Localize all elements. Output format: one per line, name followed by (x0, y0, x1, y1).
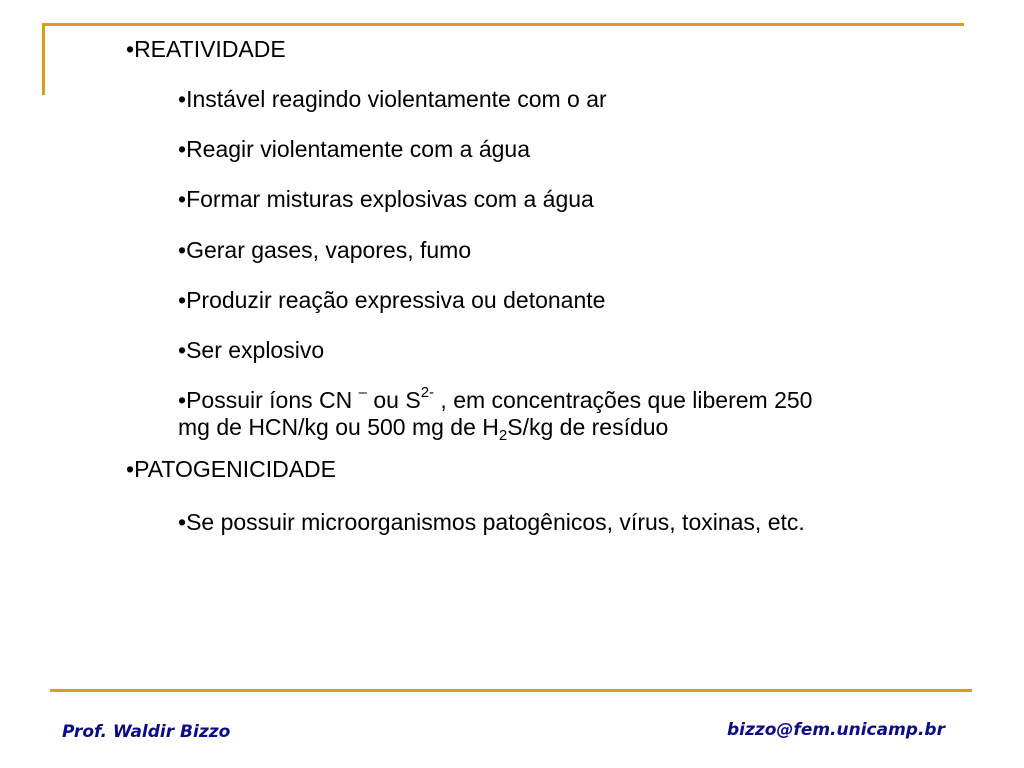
bullet-item: •Se possuir microorganismos patogênicos, vírus, toxinas, etc. (178, 509, 805, 536)
subscript-h2: 2 (498, 427, 508, 444)
bullet-item: •Gerar gases, vapores, fumo (178, 236, 472, 263)
bullet-item: •Formar misturas explosivas com a água (178, 186, 594, 213)
bullet-item-ions: •Possuir íons CN – ou $S^{2-}$ , em concentrações que liberem 250 mg de HCN/kg ou 500 mg de $H_2S/kg$ de resíduo (178, 383, 813, 444)
frame-top-line (42, 23, 964, 26)
bullet-item: •Instável reagindo violentamente com o ar (178, 86, 607, 113)
slide-content (126, 36, 846, 563)
bullet-item: •Reagir violentamente com a água (178, 136, 530, 163)
section-heading-patogenicidade: •PATOGENICIDADE (126, 456, 336, 483)
footer-author: Prof. Waldir Bizzo (62, 722, 231, 742)
frame-left-line (42, 23, 45, 95)
footer-email: bizzo@fem.unicamp.br (726, 720, 945, 740)
superscript-s-charge: 2- (420, 383, 435, 401)
bullet-item: •Produzir reação expressiva ou detonante (178, 286, 606, 313)
superscript-cn-charge: – (358, 383, 367, 401)
bullet-item: •Ser explosivo (178, 336, 325, 363)
footer-divider-line (50, 689, 972, 692)
section-heading-reatividade: •REATIVIDADE (126, 36, 286, 62)
